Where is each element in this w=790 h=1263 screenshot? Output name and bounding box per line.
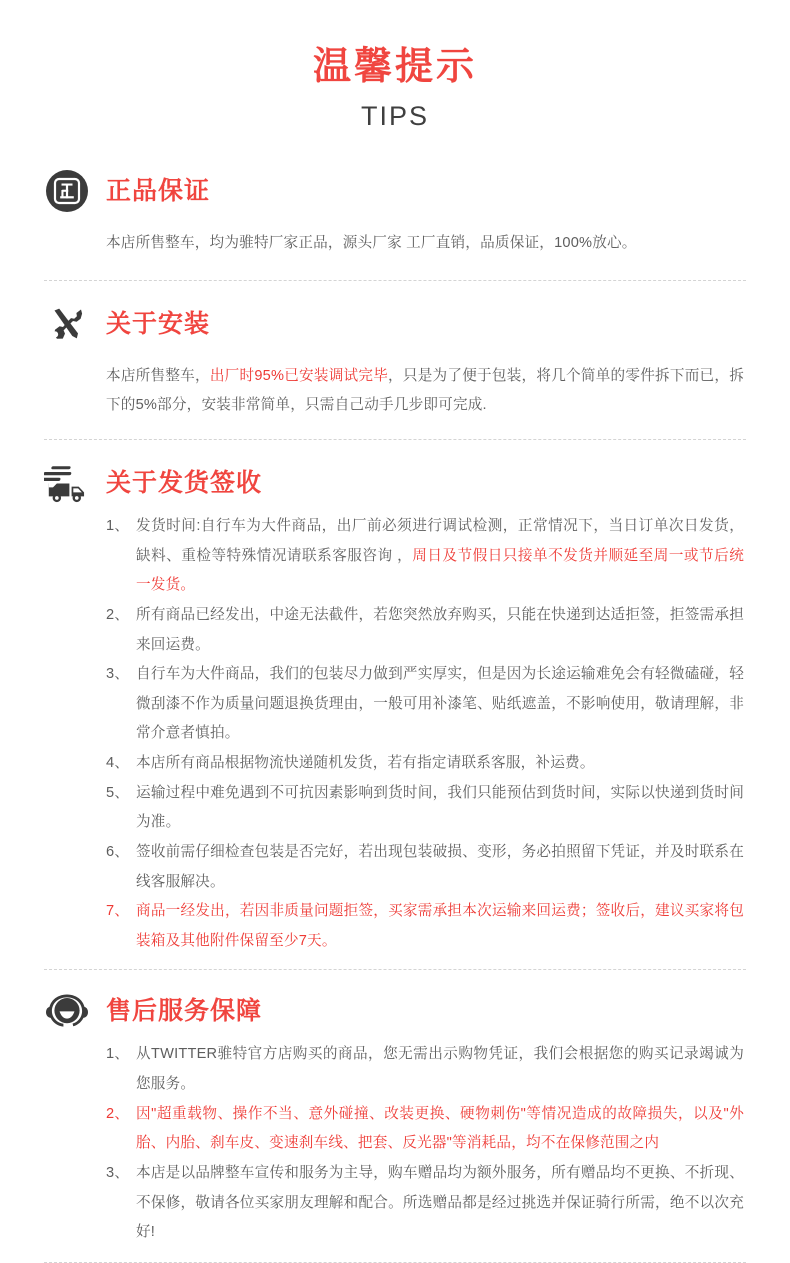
list-item-text: 签收前需仔细检查包装是否完好，若出现包装破损、变形，务必拍照留下凭证，并及时联系在线客服解决。 bbox=[136, 843, 744, 890]
list-item-text: 因"超重载物、操作不当、意外碰撞、改装更换、硬物刺伤"等情况造成的故障损失，以及"外胎、内胎、刹车皮、变速刹车线、把套、反光器"等消耗品，均不在保修范围之内 bbox=[136, 1105, 744, 1152]
list-item-number: 6、 bbox=[106, 843, 130, 860]
list-item-text: 自行车为大件商品，我们的包装尽力做到严实厚实，但是因为长途运输难免会有轻微磕碰，轻微刮漆不作为质量问题退换货理由，一般可用补漆笔、贴纸遮盖，不影响使用，敬请理解，非常介意者慎拍。 bbox=[136, 666, 744, 742]
page-header bbox=[44, 0, 746, 136]
divider bbox=[44, 280, 746, 281]
section-body bbox=[44, 229, 746, 259]
section-header bbox=[44, 301, 746, 347]
text-run: 本店所售整车，均为骓特厂家正品，源头厂家 工厂直销，品质保证，100%放心。 bbox=[106, 234, 637, 251]
section-title: 关于安装 bbox=[106, 310, 211, 339]
list-item bbox=[106, 749, 744, 779]
numbered-list bbox=[106, 1040, 744, 1247]
paragraph bbox=[106, 229, 744, 259]
list-item-number: 2、 bbox=[106, 1105, 130, 1122]
list-item-text: 本店是以品牌整车宣传和服务为主导，购车赠品均为额外服务，所有赠品均不更换、不折现、不保修，敬请各位买家朋友理解和配合。所选赠品都是经过挑选并保证骑行所需，绝不以次充好! bbox=[136, 1164, 744, 1241]
numbered-list bbox=[106, 512, 744, 956]
section-header bbox=[44, 460, 746, 506]
section-after-sales-service bbox=[44, 984, 746, 1247]
page-title-en: TIPS bbox=[360, 100, 429, 131]
genuine-product-seal-icon bbox=[44, 168, 90, 214]
list-item-number: 1、 bbox=[106, 518, 130, 535]
list-item bbox=[106, 838, 744, 897]
customer-service-headset-icon bbox=[44, 988, 90, 1034]
list-item bbox=[106, 779, 744, 838]
list-item bbox=[106, 1100, 744, 1159]
text-run-highlight: 出厂时95%已安装调试完毕 bbox=[209, 367, 389, 384]
list-item bbox=[106, 1040, 744, 1099]
section-title: 正品保证 bbox=[106, 177, 211, 205]
section-genuine-guarantee bbox=[44, 164, 746, 258]
list-item-number: 1、 bbox=[106, 1046, 130, 1063]
divider bbox=[44, 969, 746, 970]
tools-wrench-screwdriver-icon bbox=[44, 301, 90, 347]
section-body bbox=[44, 1040, 746, 1247]
list-item-text: 本店所有商品根据物流快递随机发货，若有指定请联系客服，补运费。 bbox=[136, 755, 595, 772]
text-run: 本店所售整车， bbox=[106, 367, 210, 384]
section-installation bbox=[44, 297, 746, 421]
divider bbox=[44, 439, 746, 440]
list-item-text: 运输过程中难免遇到不可抗因素影响到货时间，我们只能预估到货时间，实际以快递到货时间为准。 bbox=[136, 784, 744, 831]
list-item-number: 4、 bbox=[106, 755, 130, 772]
list-item-text bbox=[136, 512, 744, 601]
list-item bbox=[106, 512, 744, 601]
list-item bbox=[106, 660, 744, 749]
list-item bbox=[106, 601, 744, 660]
delivery-truck-icon bbox=[44, 460, 90, 506]
list-item bbox=[106, 1159, 744, 1248]
list-item-number: 3、 bbox=[106, 666, 130, 683]
list-item-number: 7、 bbox=[106, 903, 130, 920]
list-item-text: 商品一经发出，若因非质量问题拒签，买家需承担本次运输来回运费；签收后，建议买家将包装箱及其他附件保留至少7天。 bbox=[136, 903, 744, 949]
section-header bbox=[44, 168, 746, 214]
list-item-text: 所有商品已经发出，中途无法截件，若您突然放弃购买，只能在快递到达适拒签，拒签需承担来回运费。 bbox=[136, 606, 744, 653]
list-item-number: 2、 bbox=[106, 606, 130, 623]
list-item bbox=[106, 897, 744, 956]
section-body bbox=[44, 362, 746, 421]
text-run: 发货时间:自行车为大件商品，出厂前必须进行调试检测，正常情况下，当日订单次日发货，缺料、重检等特殊情况请联系客服咨询 ， bbox=[136, 518, 744, 564]
list-item-number: 5、 bbox=[106, 784, 130, 801]
section-header bbox=[44, 988, 746, 1034]
paragraph bbox=[106, 362, 744, 421]
list-item-number: 3、 bbox=[106, 1164, 130, 1181]
page-title-cn: 温馨提示 bbox=[312, 46, 477, 88]
section-title: 关于发货签收 bbox=[106, 469, 263, 498]
text-run: ，只是为了便于包装，将几个简单的零件拆下而已，拆下的5%部分，安装非常简单，只需自己动手几步即可完成. bbox=[106, 367, 744, 414]
text-run-highlight: 周日及节假日只接单不发货并顺延至周一或节后统一发货。 bbox=[136, 547, 745, 594]
section-shipping-receipt bbox=[44, 456, 746, 956]
list-item-text: 从TWITTER骓特官方店购买的商品，您无需出示购物凭证，我们会根据您的购买记录竭诚为您服务。 bbox=[136, 1046, 744, 1093]
section-body bbox=[44, 512, 746, 956]
section-title: 售后服务保障 bbox=[106, 997, 263, 1026]
